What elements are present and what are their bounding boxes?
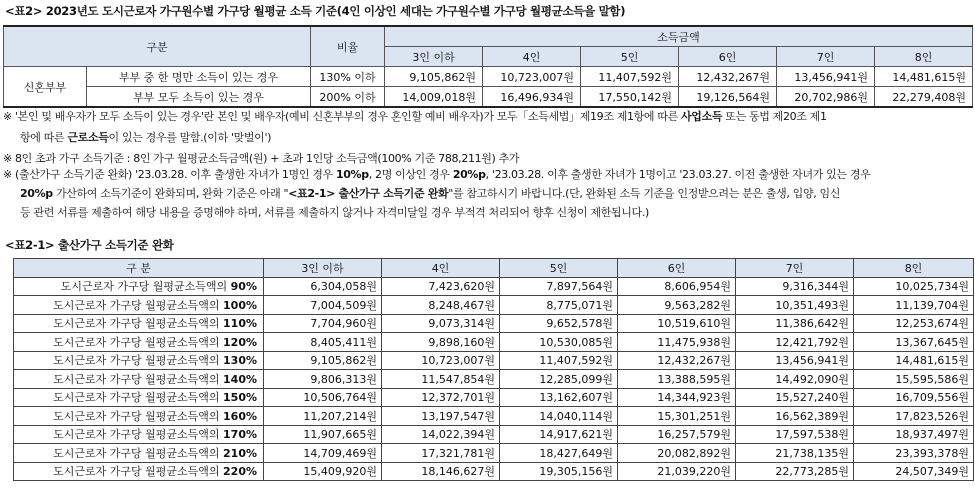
- table-cell: 12,432,267원: [618, 351, 736, 370]
- row-label: 도시근로자 가구당 월평균소득액의 120%: [14, 333, 264, 352]
- header-size: 5인: [500, 259, 618, 278]
- row-percent: 210%: [223, 446, 257, 460]
- row-label: 도시근로자 가구당 월평균소득액의 150%: [14, 388, 264, 407]
- table-cell: 9,316,344원: [736, 277, 854, 296]
- table-row: [14, 351, 974, 370]
- group-label: 신혼부부: [4, 67, 87, 108]
- table-cell: 6,304,058원: [264, 277, 382, 296]
- table-cell: 11,407,592원: [581, 67, 679, 87]
- header-size: 3인 이하: [385, 47, 483, 67]
- table-cell: 12,421,792원: [736, 333, 854, 352]
- row-percent: 100%: [223, 298, 257, 312]
- row-percent: 170%: [223, 428, 257, 442]
- table-cell: 11,547,854원: [382, 370, 500, 389]
- table-cell: 10,519,610원: [618, 314, 736, 333]
- table-cell: 21,738,135원: [736, 444, 854, 463]
- birth-relief-table: [13, 258, 974, 481]
- header-size: 6인: [618, 259, 736, 278]
- header-income: 소득금액: [385, 26, 973, 47]
- table-cell: 11,907,665원: [264, 425, 382, 444]
- table-cell: 12,372,701원: [382, 388, 500, 407]
- note-dual-income-cont: 항에 따른 근로소득이 있는 경우를 말함.(이하 '맞벌이'): [20, 131, 272, 144]
- table-cell: 8,606,954원: [618, 277, 736, 296]
- row-percent: 140%: [223, 372, 257, 386]
- table-cell: 9,806,313원: [264, 370, 382, 389]
- header-category: 구 분: [14, 259, 264, 278]
- table-row: [14, 407, 974, 426]
- table-cell: 7,704,960원: [264, 314, 382, 333]
- table-row: [14, 370, 974, 389]
- row-label: 도시근로자 가구당 월평균소득액의 220%: [14, 462, 264, 481]
- table-cell: 12,432,267원: [679, 67, 777, 87]
- table-cell: 7,423,620원: [382, 277, 500, 296]
- row-label: 도시근로자 가구당 월평균소득액의 90%: [14, 277, 264, 296]
- table-cell: 15,409,920원: [264, 462, 382, 481]
- table-cell: 13,456,941원: [736, 351, 854, 370]
- row-label: 도시근로자 가구당 월평균소득액의 130%: [14, 351, 264, 370]
- table-cell: 14,344,923원: [618, 388, 736, 407]
- row-label: 도시근로자 가구당 월평균소득액의 210%: [14, 444, 264, 463]
- note-birth-relief-cont: 20%p 가산하여 소득기준이 완화되며, 완화 기준은 아래 "<표2-1> 출산가구 소득기준 완화"를 참고하시기 바랍니다.(단, 완화된 소득 기준을 인정받으려는 분은 출생, 입양, 임신: [20, 187, 841, 200]
- row-label: 도시근로자 가구당 월평균소득액의 110%: [14, 314, 264, 333]
- table2-title: <표2-1> 출산가구 소득기준 완화: [5, 238, 174, 252]
- table-cell: 8,248,467원: [382, 296, 500, 315]
- table-cell: 17,823,526원: [854, 407, 974, 426]
- table-cell: 17,597,538원: [736, 425, 854, 444]
- table-cell: 13,388,595원: [618, 370, 736, 389]
- table-cell: 11,407,592원: [500, 351, 618, 370]
- table-row: [14, 425, 974, 444]
- table-cell: 9,898,160원: [382, 333, 500, 352]
- table-row: [14, 296, 974, 315]
- table-cell: 19,305,156원: [500, 462, 618, 481]
- note-birth-relief: ※ (출산가구 소득기준 완화) '23.03.28. 이후 출생한 자녀가 1명인 경우 10%p, 2명 이상인 경우 20%p, '23.03.28. 이후 출생한 자녀가 1명이고 '23.03.27. 이전 출생한 자녀가 있는 경우: [3, 168, 871, 181]
- table-cell: 15,301,251원: [618, 407, 736, 426]
- row-label: 도시근로자 가구당 월평균소득액의 100%: [14, 296, 264, 315]
- table-cell: 10,351,493원: [736, 296, 854, 315]
- table-cell: 16,257,579원: [618, 425, 736, 444]
- table-cell: 22,773,285원: [736, 462, 854, 481]
- table-cell: 11,475,938원: [618, 333, 736, 352]
- table-cell: 8,775,071원: [500, 296, 618, 315]
- header-size: 7인: [736, 259, 854, 278]
- header-size: 6인: [679, 47, 777, 67]
- table-cell: 9,105,862원: [264, 351, 382, 370]
- row-percent: 220%: [223, 465, 257, 479]
- table-cell: 14,917,621원: [500, 425, 618, 444]
- row-desc: 부부 중 한 명만 소득이 있는 경우: [87, 67, 311, 87]
- table-cell: 7,897,564원: [500, 277, 618, 296]
- table-row: [14, 444, 974, 463]
- table-cell: 16,709,556원: [854, 388, 974, 407]
- table-cell: 14,481,615원: [854, 351, 974, 370]
- table-cell: 12,253,674원: [854, 314, 974, 333]
- table-row: [14, 388, 974, 407]
- table-cell: 14,481,615원: [875, 67, 973, 87]
- row-percent: 120%: [223, 335, 257, 349]
- table-cell: 15,595,586원: [854, 370, 974, 389]
- header-size: 4인: [483, 47, 581, 67]
- header-size: 4인: [382, 259, 500, 278]
- table-cell: 14,709,469원: [264, 444, 382, 463]
- table-cell: 14,492,090원: [736, 370, 854, 389]
- header-size: 8인: [875, 47, 973, 67]
- table-cell: 10,723,007원: [382, 351, 500, 370]
- table-cell: 20,082,892원: [618, 444, 736, 463]
- table-cell: 16,562,389원: [736, 407, 854, 426]
- row-percent: 160%: [223, 409, 257, 423]
- row-percent: 150%: [223, 391, 257, 405]
- header-category: 구분: [4, 26, 311, 67]
- table-cell: 24,507,349원: [854, 462, 974, 481]
- row-percent: 90%: [230, 280, 257, 294]
- table-row: [14, 333, 974, 352]
- table-cell: 13,456,941원: [777, 67, 875, 87]
- table-cell: 10,723,007원: [483, 67, 581, 87]
- row-desc: 부부 모두 소득이 있는 경우: [87, 87, 311, 108]
- table-cell: 17,321,781원: [382, 444, 500, 463]
- table-cell: 10,025,734원: [854, 277, 974, 296]
- header-size: 8인: [854, 259, 974, 278]
- header-size: 7인: [777, 47, 875, 67]
- table-cell: 17,550,142원: [581, 87, 679, 108]
- table-row: [14, 462, 974, 481]
- table-cell: 19,126,564원: [679, 87, 777, 108]
- table-cell: 10,506,764원: [264, 388, 382, 407]
- table-cell: 22,279,408원: [875, 87, 973, 108]
- table-cell: 10,530,085원: [500, 333, 618, 352]
- note-birth-relief-cont2: 등 관련 서류를 제출하여 해당 내용을 증명해야 하며, 서류를 제출하지 않거나 자격미달일 경우 부적격 처리되어 향후 신청이 제한됩니다.): [20, 206, 649, 219]
- header-size: 5인: [581, 47, 679, 67]
- table1-title: <표2> 2023년도 도시근로자 가구원수별 가구당 월평균 소득 기준(4인 이상인 세대는 가구원수별 가구당 월평균소득을 말함): [5, 4, 626, 18]
- header-ratio: 비율: [311, 26, 385, 67]
- table-cell: 15,527,240원: [736, 388, 854, 407]
- row-percent: 110%: [223, 317, 257, 331]
- table-cell: 14,009,018원: [385, 87, 483, 108]
- table-cell: 14,040,114원: [500, 407, 618, 426]
- row-label: 도시근로자 가구당 월평균소득액의 160%: [14, 407, 264, 426]
- table-cell: 14,022,394원: [382, 425, 500, 444]
- header-size: 3인 이하: [264, 259, 382, 278]
- table-cell: 9,652,578원: [500, 314, 618, 333]
- table-cell: 13,162,607원: [500, 388, 618, 407]
- table-cell: 11,386,642원: [736, 314, 854, 333]
- table-cell: 11,139,704원: [854, 296, 974, 315]
- table-cell: 16,496,934원: [483, 87, 581, 108]
- table-cell: 13,197,547원: [382, 407, 500, 426]
- row-percent: 130%: [223, 354, 257, 368]
- table-cell: 9,105,862원: [385, 67, 483, 87]
- table-cell: 7,004,509원: [264, 296, 382, 315]
- table-cell: 23,393,378원: [854, 444, 974, 463]
- table-cell: 20,702,986원: [777, 87, 875, 108]
- row-label: 도시근로자 가구당 월평균소득액의 140%: [14, 370, 264, 389]
- row-label: 도시근로자 가구당 월평균소득액의 170%: [14, 425, 264, 444]
- table-cell: 18,146,627원: [382, 462, 500, 481]
- row-ratio: 130% 이하: [311, 67, 385, 87]
- note-over-eight: ※ 8인 초과 가구 소득기준 : 8인 가구 월평균소득금액(원) + 초과 1인당 소득금액(100% 기준 788,211원) 추가: [3, 152, 520, 165]
- row-ratio: 200% 이하: [311, 87, 385, 108]
- table-cell: 21,039,220원: [618, 462, 736, 481]
- table-row: [14, 314, 974, 333]
- table-cell: 11,207,214원: [264, 407, 382, 426]
- table-cell: 9,563,282원: [618, 296, 736, 315]
- table-cell: 8,405,411원: [264, 333, 382, 352]
- table-cell: 9,073,314원: [382, 314, 500, 333]
- income-standard-table: [3, 25, 973, 108]
- table-cell: 18,427,649원: [500, 444, 618, 463]
- note-dual-income: ※ '본인 및 배우자가 모두 소득이 있는 경우'란 본인 및 배우자(예비 신혼부부의 경우 혼인할 예비 배우자)가 모두「소득세법」제19조 제1항에 따른 사업소득 또는 동법 제20조 제1: [3, 110, 827, 123]
- table-cell: 13,367,645원: [854, 333, 974, 352]
- table-cell: 12,285,099원: [500, 370, 618, 389]
- table-cell: 18,937,497원: [854, 425, 974, 444]
- table-row: [14, 277, 974, 296]
